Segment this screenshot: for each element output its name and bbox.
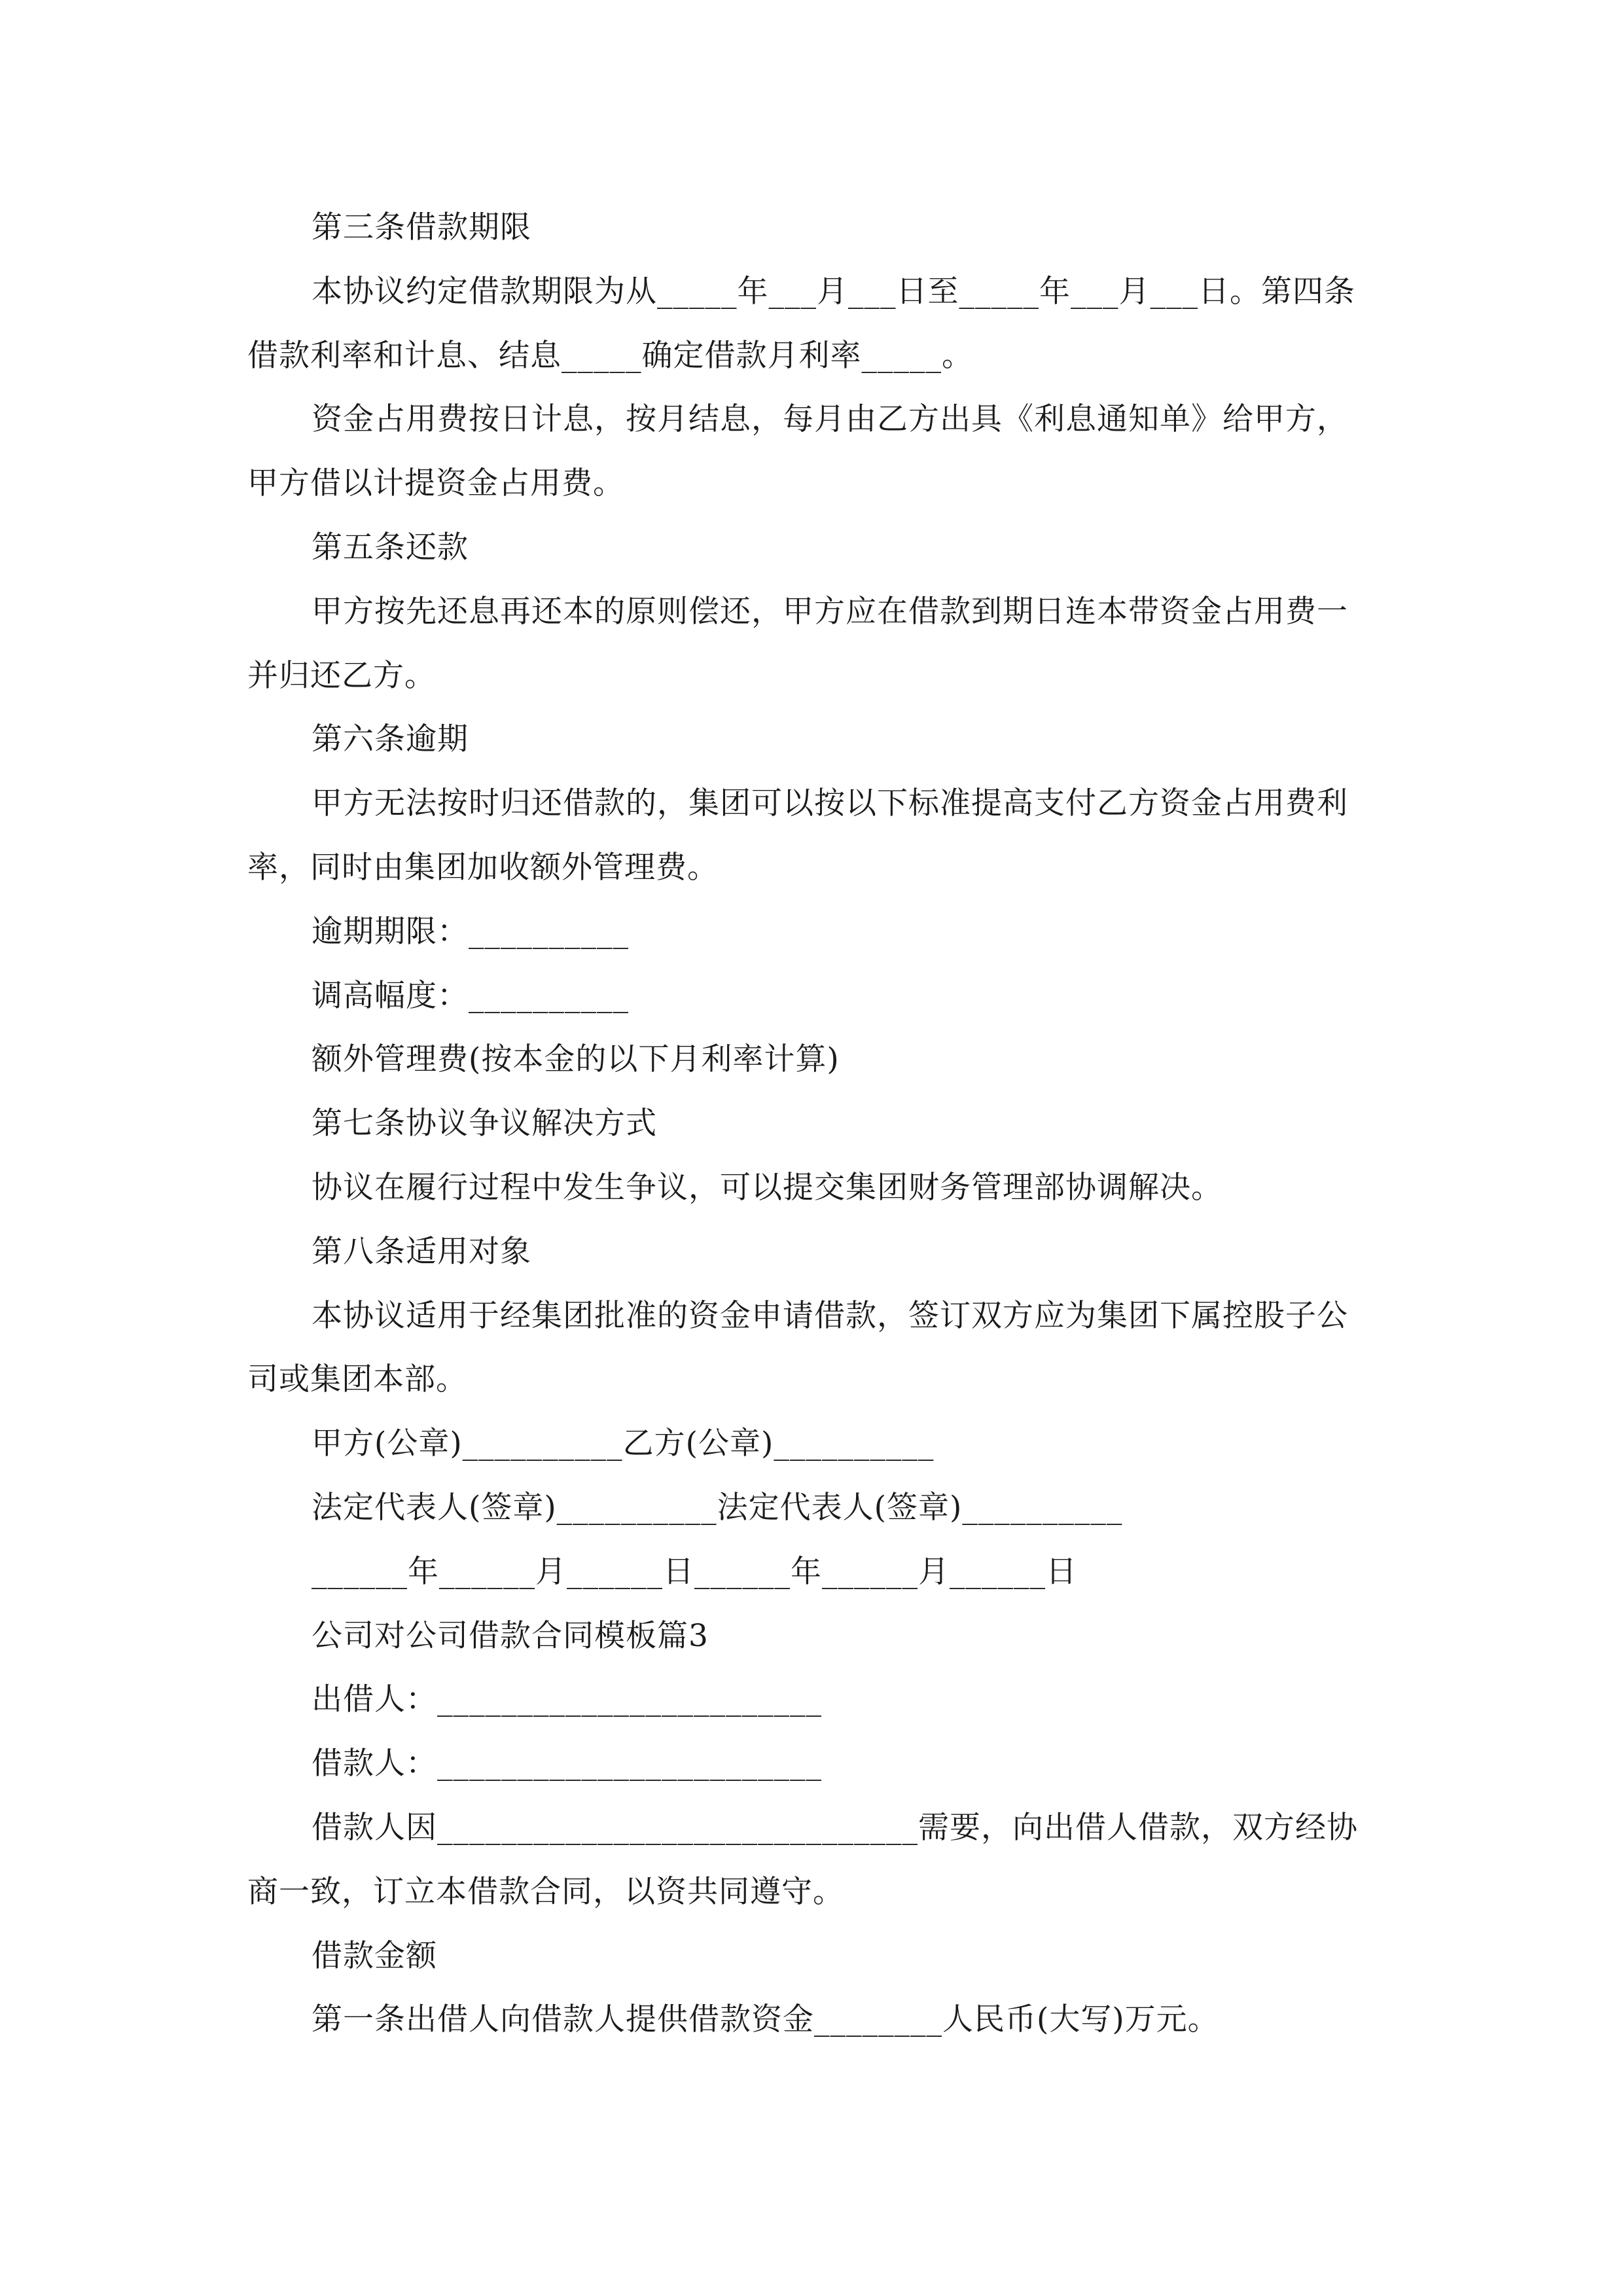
paragraph-line: 本协议适用于经集团批准的资金申请借款，签订双方应为集团下属控股子公 [312,1298,1348,1334]
article-heading: 第六条逾期 [312,721,469,757]
article-heading: 第五条还款 [312,529,469,565]
paragraph-line: 甲方无法按时归还借款的，集团可以按以下标准提高支付乙方资金占用费利 [312,785,1348,821]
paragraph-line: 率，同时由集团加收额外管理费。 [247,850,719,886]
signature-line: 甲方(公章)__________乙方(公章)__________ [312,1426,935,1462]
article-heading: 第八条适用对象 [312,1234,531,1270]
article-heading: 借款金额 [312,1938,437,1974]
paragraph-line: 协议在履行过程中发生争议，可以提交集团财务管理部协调解决。 [312,1170,1222,1206]
paragraph-line: 本协议约定借款期限为从_____年___月___日至_____年___月___日。第四条 [312,274,1355,310]
paragraph-line: 资金占用费按日计息，按月结息，每月由乙方出具《利息通知单》给甲方， [312,401,1348,437]
date-line: ______年______月______日______年______月______日 [312,1554,1077,1590]
paragraph-line: 并归还乙方。 [247,658,436,694]
signature-line: 法定代表人(签章)__________法定代表人(签章)__________ [312,1490,1123,1526]
paragraph-line: 借款人因______________________________需要，向出借人借款，双方经协 [312,1810,1358,1846]
form-field-line: 出借人：________________________ [312,1681,822,1717]
article-heading: 第七条协议争议解决方式 [312,1105,657,1141]
paragraph-line: 甲方借以计提资金占用费。 [247,465,624,501]
form-field-line: 逾期期限：__________ [312,914,629,950]
paragraph-line: 借款利率和计息、结息_____确定借款月利率_____。 [247,338,973,374]
paragraph-line: 商一致，订立本借款合同，以资共同遵守。 [247,1874,844,1910]
paragraph-line: 第一条出借人向借款人提供借款资金________人民币(大写)万元。 [312,2001,1219,2037]
form-field-line: 调高幅度：__________ [312,978,629,1014]
form-field-line: 借款人：________________________ [312,1746,822,1782]
article-heading: 第三条借款期限 [312,209,531,245]
paragraph-line: 甲方按先还息再还本的原则偿还，甲方应在借款到期日连本带资金占用费一 [312,594,1348,630]
paragraph-line: 司或集团本部。 [247,1361,467,1397]
section-title: 公司对公司借款合同模板篇3 [312,1618,709,1654]
paragraph-line: 额外管理费(按本金的以下月利率计算) [312,1041,840,1077]
